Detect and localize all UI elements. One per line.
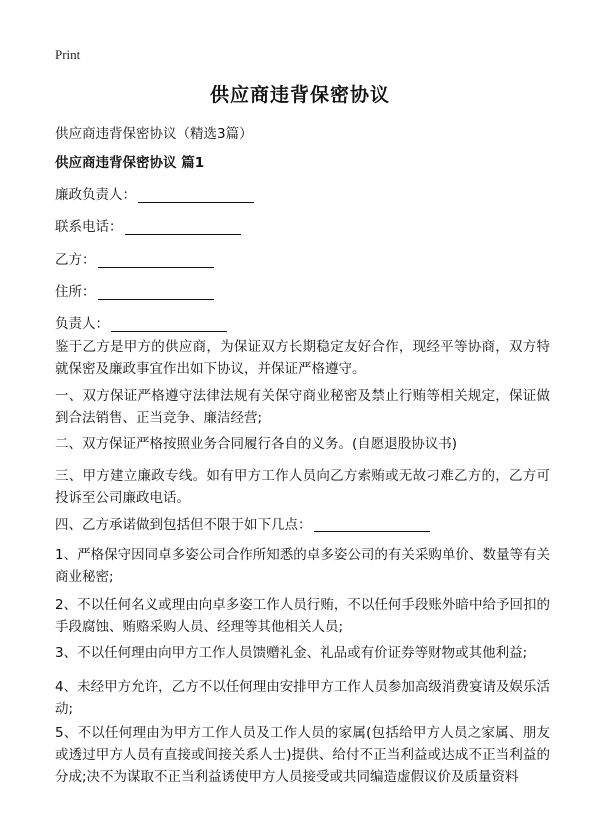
field-blank-line: [98, 285, 214, 300]
field-blank-line: [98, 253, 214, 268]
field-blank-line: [125, 220, 241, 235]
paragraph-clause-4: [55, 514, 550, 536]
field-contact-phone: [55, 215, 241, 235]
field-blank-line: [314, 517, 430, 532]
paragraph-item-4: 4、未经甲方允许，乙方不以任何理由安排甲方工作人员参加高级消费宴请及娱乐活动;: [55, 679, 550, 717]
field-label: 乙方：: [55, 252, 96, 268]
clause-4-text: 四、乙方承诺做到包括但不限于如下几点：: [55, 517, 312, 533]
document-title: 供应商违背保密协议: [209, 84, 390, 106]
paragraph-item-2: 2、不以任何名义或理由向卓多姿工作人员行贿，不以任何手段账外暗中给予回扣的手段腐蚀、贿赂采购人员、经理等其他相关人员;: [55, 597, 550, 635]
paragraph-clause-2: 二、双方保证严格按照业务合同履行各自的义务。(自愿退股协议书): [55, 436, 458, 452]
field-label: 负责人：: [55, 316, 109, 332]
field-label: 住所：: [55, 284, 96, 300]
field-blank-line: [138, 188, 254, 203]
field-label: 联系电话：: [55, 219, 123, 235]
field-anti-corruption-officer: [55, 183, 254, 203]
field-party-b: [55, 248, 214, 268]
field-blank-line: [111, 317, 227, 332]
paragraph-preamble: 鉴于乙方是甲方的供应商，为保证双方长期稳定友好合作，现经平等协商，双方特就保密及廉政事宜作出如下协议，并保证严格遵守。: [55, 339, 550, 377]
paragraph-item-5: 5、不以任何理由为甲方工作人员及工作人员的家属(包括给甲方人员之家属、朋友或透过甲方人员有直接或间接关系人士)提供、给付不正当利益或达成不正当利益的分成;决不为谋取不正当利益诱使甲方人员接受或共同编造虚假议价及质量资料: [55, 725, 550, 785]
paragraph-clause-1: 一、双方保证严格遵守法律法规有关保守商业秘密及禁止行贿等相关规定，保证做到合法销售、正当竞争、廉洁经营;: [55, 388, 550, 426]
paragraph-item-1: 1、严格保守因同卓多姿公司合作所知悉的卓多姿公司的有关采购单价、数量等有关商业秘密;: [55, 547, 550, 585]
section-heading: 供应商违背保密协议 篇1: [55, 155, 205, 171]
print-link[interactable]: Print: [55, 47, 81, 62]
paragraph-item-3: 3、不以任何理由向甲方工作人员馈赠礼金、礼品或有价证券等财物或其他利益;: [55, 645, 528, 661]
field-person-in-charge: [55, 312, 227, 332]
document-subtitle: 供应商违背保密协议（精选3篇）: [55, 126, 253, 142]
field-address: [55, 280, 214, 300]
field-label: 廉政负责人：: [55, 187, 136, 203]
paragraph-clause-3: 三、甲方建立廉政专线。如有甲方工作人员向乙方索贿或无故刁难乙方的，乙方可投诉至公司廉政电话。: [55, 468, 550, 506]
